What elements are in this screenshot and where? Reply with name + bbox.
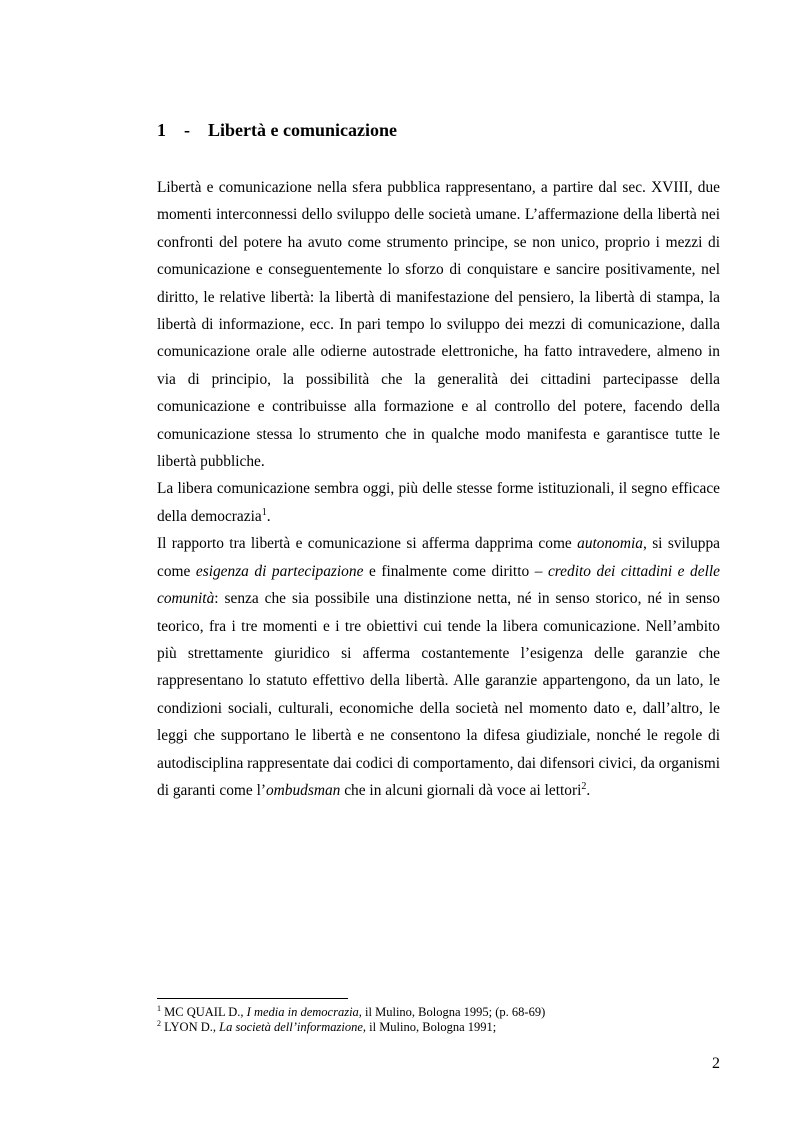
footnote-2 bbox=[157, 1020, 720, 1035]
paragraph-3-part-a: Il rapporto tra libertà e comunicazione si afferma dapprima come bbox=[157, 535, 578, 553]
paragraph-3-italic-autonomia: autonomia bbox=[577, 535, 643, 553]
footnote-2-rest: il Mulino, Bologna 1991; bbox=[366, 1020, 497, 1034]
footnote-1 bbox=[157, 1005, 720, 1020]
paragraph-1-text: Libertà e comunicazione nella sfera pubblica rappresentano, a partire dal sec. XVIII, due momenti interconnessi dello sviluppo delle società umane. L’affermazione della libertà nei confronti del potere ha avuto come strumento principe, se non unico, proprio i mezzi di comunicazione e conseguentemente lo sforzo di conquistare e sancire positivamente, nel diritto, le relative libertà: la libertà di manifestazione del pensiero, la libertà di stampa, la libertà di informazione, ecc. In pari tempo lo sviluppo dei mezzi di comunicazione, dalla comunicazione orale alle odierne autostrade elettroniche, ha fatto intravedere, almeno in via di principio, la possibilità che la generalità dei cittadini partecipasse della comunicazione e contribuisse alla formazione e al controllo del potere, facendo della comunicazione stessa lo strumento che in qualche modo manifesta e garantisce tutte le libertà pubbliche. bbox=[157, 179, 720, 471]
paragraph-2-tail: . bbox=[266, 507, 271, 525]
paragraph-2 bbox=[157, 475, 720, 530]
paragraph-1 bbox=[157, 174, 720, 475]
footnotes bbox=[157, 1005, 720, 1035]
footnote-2-author: LYON D., bbox=[161, 1020, 220, 1034]
paragraph-3-part-i: che in alcuni giornali dà voce ai lettori bbox=[340, 781, 582, 799]
footnote-ref-2: 2 bbox=[581, 780, 587, 792]
section-separator: - bbox=[184, 120, 190, 140]
section-heading bbox=[157, 120, 397, 141]
section-title: Libertà e comunicazione bbox=[208, 120, 397, 140]
footnote-1-rest: il Mulino, Bologna 1995; (p. 68-69) bbox=[361, 1005, 546, 1019]
footnote-1-number: 1 bbox=[157, 1004, 161, 1013]
section-number: 1 bbox=[157, 120, 166, 140]
paragraph-3-italic-esigenza: esigenza di partecipazione bbox=[195, 562, 364, 580]
paragraph-3-italic-credito: credito dei cittadini e delle comunità bbox=[157, 562, 720, 608]
footnote-ref-1: 1 bbox=[261, 506, 267, 518]
body-text bbox=[157, 174, 720, 804]
paragraph-3-part-c: , si sviluppa come bbox=[157, 535, 720, 580]
paragraph-3-part-e: e finalmente come diritto – bbox=[363, 562, 548, 580]
paragraph-3 bbox=[157, 530, 720, 804]
paragraph-3-tail: . bbox=[586, 781, 591, 799]
footnote-1-title: I media in democrazia, bbox=[246, 1005, 362, 1019]
footnote-separator bbox=[157, 998, 348, 999]
page-number: 2 bbox=[712, 1055, 720, 1072]
footnote-2-title: La società dell’informazione, bbox=[219, 1020, 366, 1034]
footnote-2-number: 2 bbox=[157, 1019, 161, 1028]
paragraph-3-italic-ombudsman: ombudsman bbox=[265, 781, 341, 799]
footnote-1-author: MC QUAIL D., bbox=[161, 1005, 247, 1019]
paragraph-3-part-g: : senza che sia possibile una distinzione netta, né in senso storico, né in senso teorico, fra i tre momenti e i tre obiettivi cui tende la libera comunicazione. Nell’ambito più strettamente giuridico si afferma costantemente l’esigenza delle garanzie che rappresentano lo statuto effettivo della libertà. Alle garanzie appartengono, da un lato, le condizioni sociali, culturali, economiche della società nel momento dato e, dall’altro, le leggi che supportano le libertà e ne consentono la difesa giudiziale, nonché le regole di autodisciplina rappresentate dai codici di comportamento, dai difensori civici, da organismi di garanti come l’ bbox=[157, 590, 721, 799]
paragraph-2-text: La libera comunicazione sembra oggi, più delle stesse forme istituzionali, il segno efficace della democrazia bbox=[157, 480, 720, 525]
